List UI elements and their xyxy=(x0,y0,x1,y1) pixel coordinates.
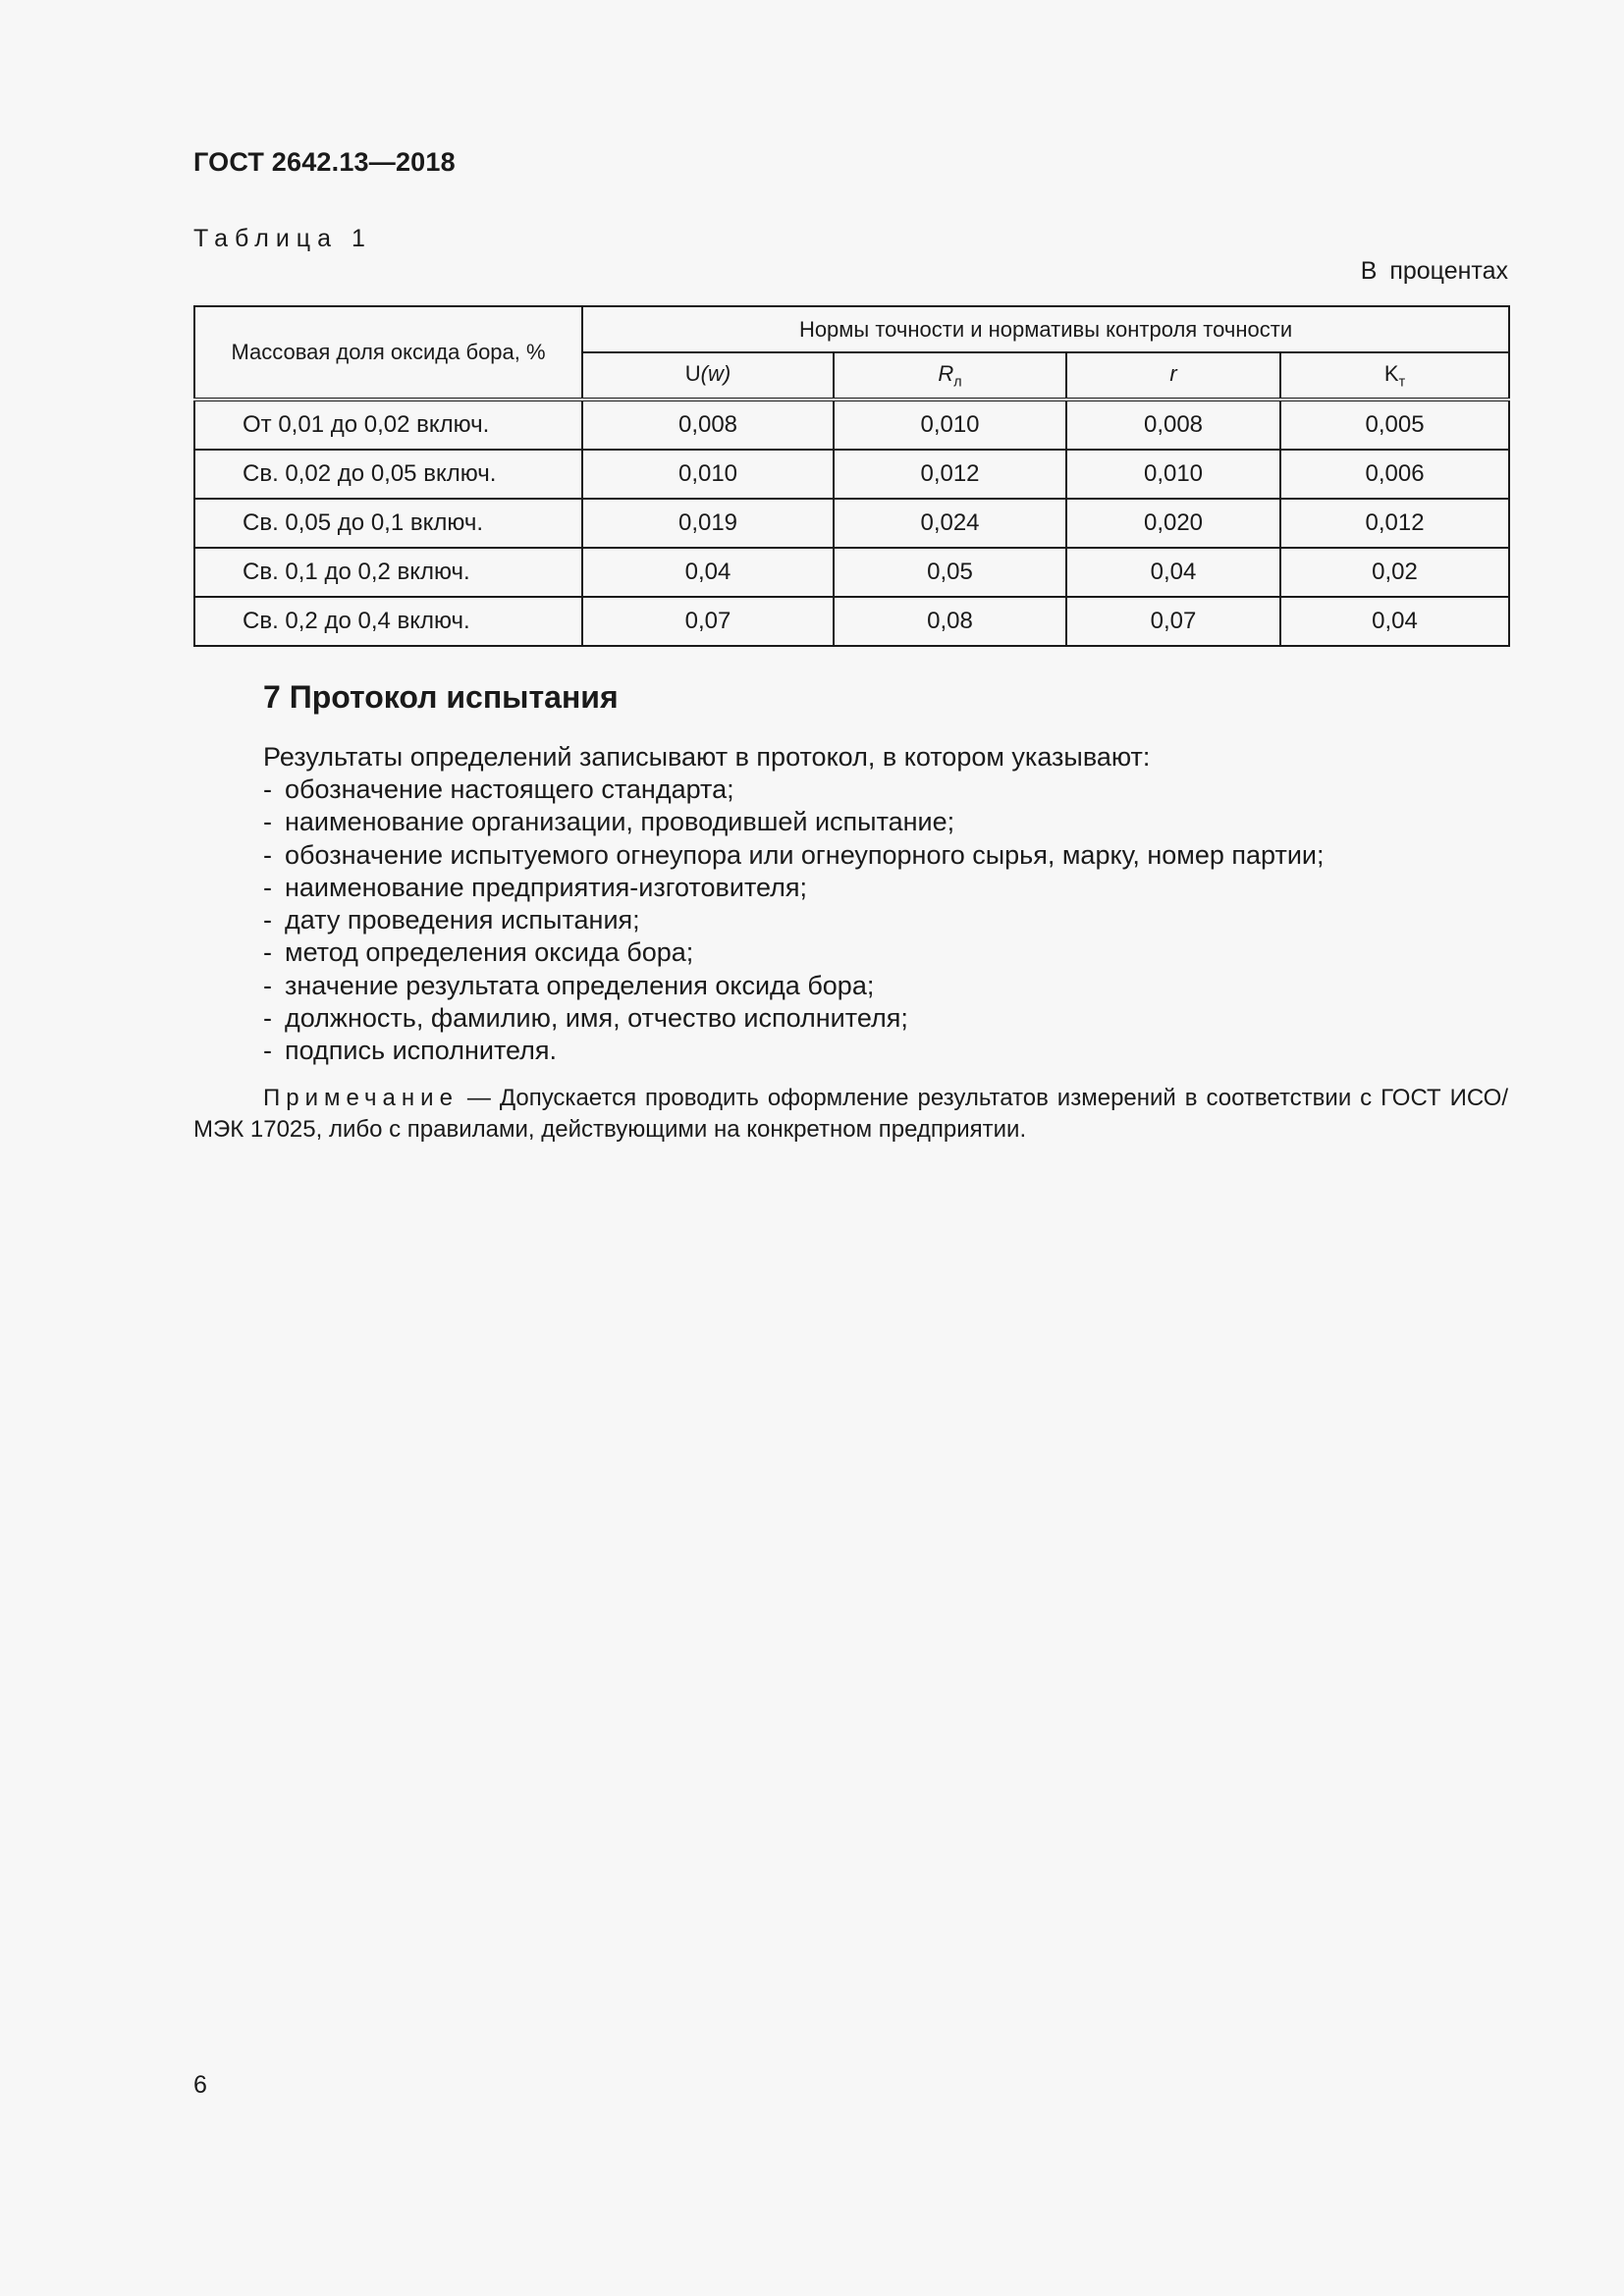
protocol-list xyxy=(263,774,1325,1068)
table-row xyxy=(194,400,1509,450)
list-item xyxy=(263,774,1325,806)
dash-bullet: - xyxy=(263,839,272,870)
note-label: Примечание xyxy=(263,1085,459,1111)
list-item-text: обозначение испытуемого огнеупора или огнеупорного сырья, марку, номер партии; xyxy=(285,839,1325,870)
dash-bullet: - xyxy=(263,905,272,935)
accuracy-norms-table xyxy=(193,305,1510,647)
table-row xyxy=(194,499,1509,548)
table-units: В процентах xyxy=(1360,257,1508,285)
column-header: r xyxy=(1066,352,1280,400)
range-cell: Св. 0,1 до 0,2 включ. xyxy=(194,548,582,597)
column-header: $R_л$ xyxy=(834,352,1066,400)
dash-bullet: - xyxy=(263,970,272,1000)
value-cell: 0,07 xyxy=(1066,597,1280,646)
list-item-text: метод определения оксида бора; xyxy=(285,937,694,968)
table-row xyxy=(194,450,1509,499)
range-cell: Св. 0,2 до 0,4 включ. xyxy=(194,597,582,646)
list-item-text: наименование предприятия-изготовителя; xyxy=(285,872,807,902)
row-header-cell: Массовая доля оксида бора, % xyxy=(194,306,582,400)
list-item xyxy=(263,1002,1325,1035)
list-item-text: подпись исполнителя. xyxy=(285,1036,558,1066)
range-cell: От 0,01 до 0,02 включ. xyxy=(194,400,582,450)
value-cell: 0,08 xyxy=(834,597,1066,646)
group-header-cell: Нормы точности и нормативы контроля точности xyxy=(582,306,1509,352)
value-cell: 0,008 xyxy=(582,400,834,450)
value-cell: 0,010 xyxy=(834,400,1066,450)
list-item xyxy=(263,839,1325,872)
value-cell: 0,005 xyxy=(1280,400,1509,450)
value-cell: 0,02 xyxy=(1280,548,1509,597)
section-intro: Результаты определений записывают в протокол, в котором указывают: xyxy=(263,742,1151,772)
value-cell: 0,010 xyxy=(1066,450,1280,499)
value-cell: 0,04 xyxy=(582,548,834,597)
value-cell: 0,019 xyxy=(582,499,834,548)
value-cell: 0,012 xyxy=(834,450,1066,499)
document-code: ГОСТ 2642.13—2018 xyxy=(193,147,456,177)
list-item xyxy=(263,904,1325,936)
value-cell: 0,006 xyxy=(1280,450,1509,499)
list-item xyxy=(263,1035,1325,1067)
table-row xyxy=(194,597,1509,646)
dash-bullet: - xyxy=(263,872,272,902)
section-heading: 7 Протокол испытания xyxy=(263,679,619,715)
list-item-text: наименование организации, проводившей испытание; xyxy=(285,807,955,837)
list-item xyxy=(263,970,1325,1002)
value-cell: 0,012 xyxy=(1280,499,1509,548)
range-cell: Св. 0,05 до 0,1 включ. xyxy=(194,499,582,548)
column-header: U(w) xyxy=(582,352,834,400)
value-cell: 0,024 xyxy=(834,499,1066,548)
dash-bullet: - xyxy=(263,1036,272,1066)
note-paragraph xyxy=(193,1083,1508,1146)
value-cell: 0,010 xyxy=(582,450,834,499)
list-item-text: должность, фамилию, имя, отчество исполнителя; xyxy=(285,1003,908,1034)
list-item xyxy=(263,872,1325,904)
list-item-text: обозначение настоящего стандарта; xyxy=(285,774,734,804)
value-cell: 0,04 xyxy=(1066,548,1280,597)
table-header-row xyxy=(194,306,1509,352)
value-cell: 0,05 xyxy=(834,548,1066,597)
column-header: $K_т$ xyxy=(1280,352,1509,400)
value-cell: 0,008 xyxy=(1066,400,1280,450)
page-number: 6 xyxy=(193,2071,207,2099)
range-cell: Св. 0,02 до 0,05 включ. xyxy=(194,450,582,499)
value-cell: 0,020 xyxy=(1066,499,1280,548)
dash-bullet: - xyxy=(263,807,272,837)
list-item-text: значение результата определения оксида бора; xyxy=(285,970,875,1000)
table-caption: Таблица 1 xyxy=(193,225,372,252)
dash-bullet: - xyxy=(263,937,272,968)
value-cell: 0,04 xyxy=(1280,597,1509,646)
note-text: — Допускается проводить оформление результатов измерений в соответствии с ГОСТ ИСО/МЭК 17025, либо с правилами, действующими на конкретном предприятии. xyxy=(193,1085,1508,1143)
table-row xyxy=(194,548,1509,597)
dash-bullet: - xyxy=(263,1003,272,1034)
value-cell: 0,07 xyxy=(582,597,834,646)
list-item-text: дату проведения испытания; xyxy=(285,905,640,935)
list-item xyxy=(263,936,1325,969)
list-item xyxy=(263,806,1325,838)
dash-bullet: - xyxy=(263,774,272,804)
